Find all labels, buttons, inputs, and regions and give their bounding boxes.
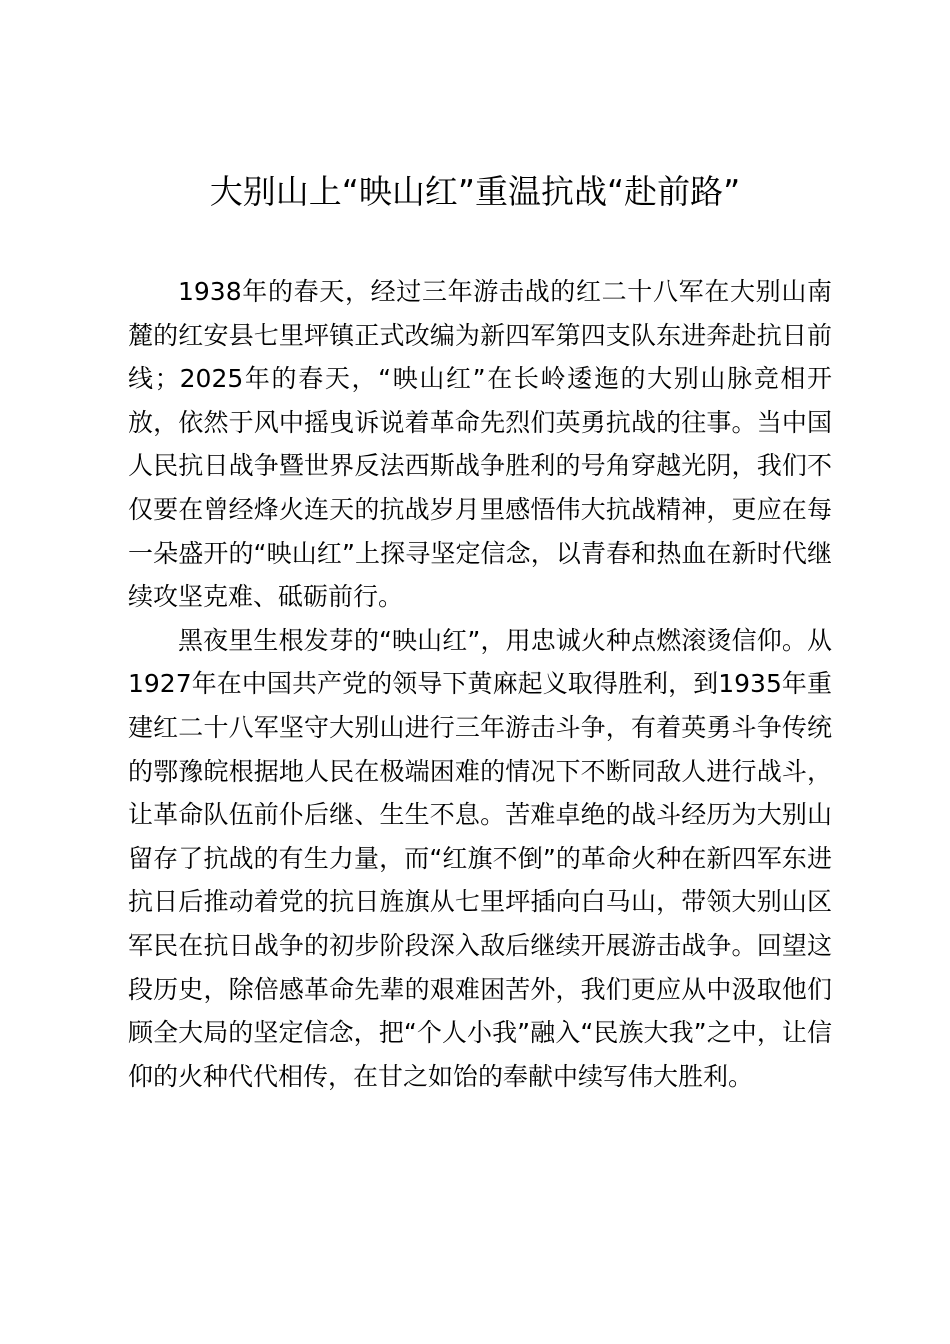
document-title: 大别山上“映山红”重温抗战“赴前路” [209, 172, 741, 211]
paragraph-2: 黑夜里生根发芽的“映山红”，用忠诚火种点燃滚烫信仰。从1927年在中国共产党的领导下黄麻起义取得胜利，到1935年重建红二十八军坚守大别山进行三年游击斗争，有着英勇斗争传统的鄂豫皖根据地人民在极端困难的情况下不断同敌人进行战斗，让革命队伍前仆后继、生生不息。苦难卓绝的战斗经历为大别山留存了抗战的有生力量，而“红旗不倒”的革命火种在新四军东进抗日后推动着党的抗日旌旗从七里坪插向白马山，带领大别山区军民在抗日战争的初步阶段深入敌后继续开展游击战争。回望这段历史，除倍感革命先辈的艰难困苦外，我们更应从中汲取他们顾全大局的坚定信念，把“个人小我”融入“民族大我”之中，让信仰的火种代代相传，在甘之如饴的奉献中续写伟大胜利。 [128, 625, 832, 1091]
document-body [128, 270, 832, 1098]
paragraph-1: 1938年的春天，经过三年游击战的红二十八军在大别山南麓的红安县七里坪镇正式改编为新四军第四支队东进奔赴抗日前线；2025年的春天，“映山红”在长岭逶迤的大别山脉竞相开放，依然于风中摇曳诉说着革命先烈们英勇抗战的往事。当中国人民抗日战争暨世界反法西斯战争胜利的号角穿越光阴，我们不仅要在曾经烽火连天的抗战岁月里感悟伟大抗战精神，更应在每一朵盛开的“映山红”上探寻坚定信念，以青春和热血在新时代继续攻坚克难、砥砺前行。 [128, 277, 832, 612]
